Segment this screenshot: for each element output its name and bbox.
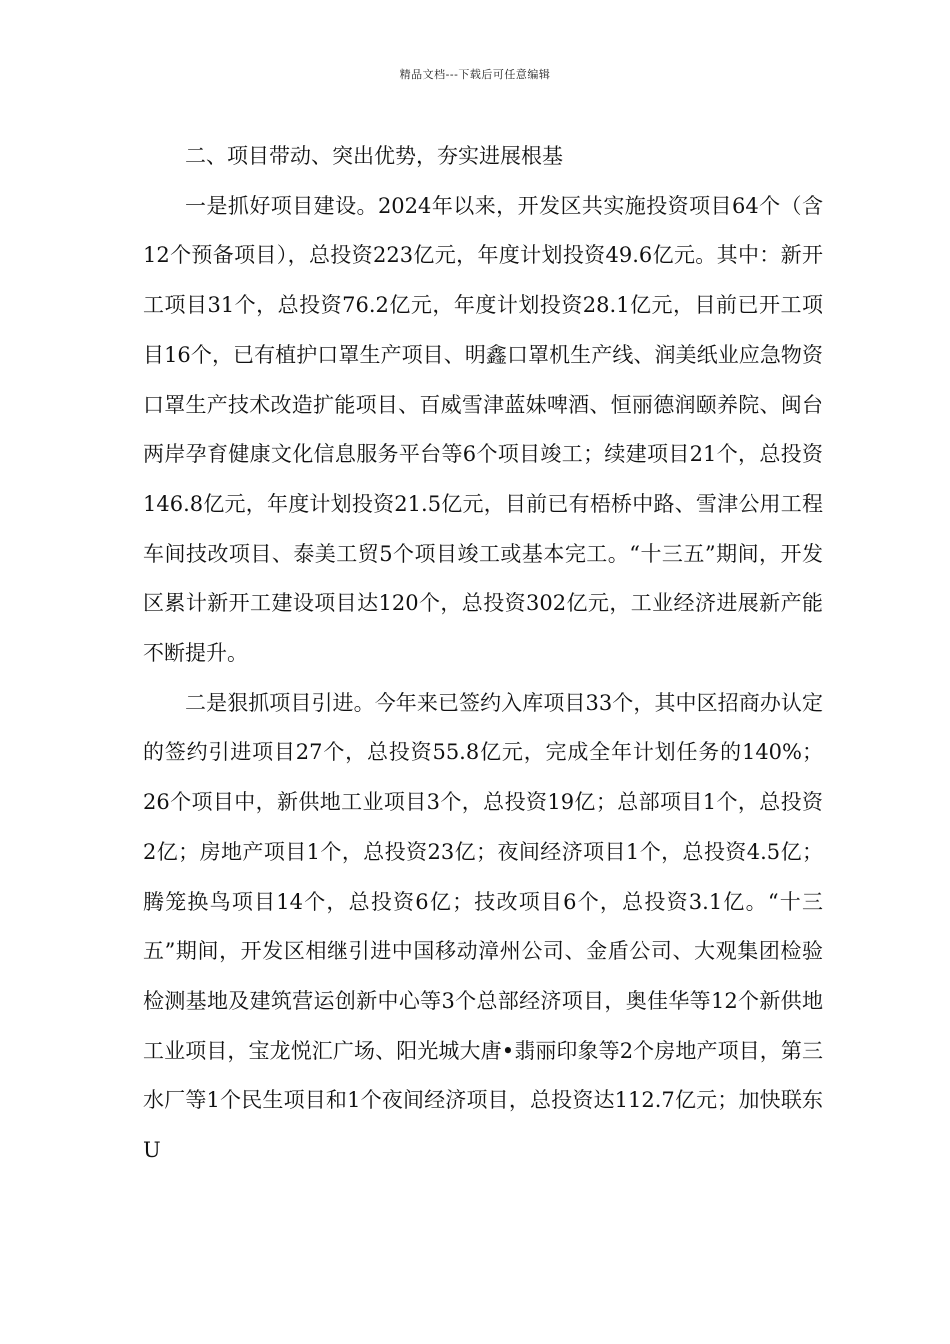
paragraph-project-introduction: 二是狠抓项目引进。今年来已签约入库项目33个，其中区招商办认定的签约引进项目27个，总投资55.8亿元，完成全年计划任务的140%；26个项目中，新供地工业项目3个，总投资19亿；总部项目1个，总投资2亿；房地产项目1个，总投资23亿；夜间经济项目1个，总投资4.5亿；腾笼换鸟项目14个，总投资6亿；技改项目6个，总投资3.1亿。“十三五”期间，开发区相继引进中国移动漳州公司、金盾公司、大观集团检验检测基地及建筑营运创新中心等3个总部经济项目，奥佳华等12个新供地工业项目，宝龙悦汇广场、阳光城大唐•翡丽印象等2个房地产项目，第三水厂等1个民生项目和1个夜间经济项目，总投资达112.7亿元；加快联东U	[143, 690, 823, 1163]
page-header: 精品文档---下载后可任意编辑	[399, 68, 551, 81]
document-body	[143, 132, 823, 1176]
section-heading: 二、项目带动、突出优势，夯实进展根基	[185, 144, 563, 168]
paragraph-project-construction: 一是抓好项目建设。2024年以来，开发区共实施投资项目64个（含12个预备项目），总投资223亿元，年度计划投资49.6亿元。其中：新开工项目31个，总投资76.2亿元，年度计划投资28.1亿元，目前已开工项目16个，已有植护口罩生产项目、明鑫口罩机生产线、润美纸业应急物资口罩生产技术改造扩能项目、百威雪津蓝妹啤酒、恒丽德润颐养院、闽台两岸孕育健康文化信息服务平台等6个项目竣工；续建项目21个，总投资146.8亿元，年度计划投资21.5亿元，目前已有梧桥中路、雪津公用工程车间技改项目、泰美工贸5个项目竣工或基本完工。“十三五”期间，开发区累计新开工建设项目达120个，总投资302亿元，工业经济进展新产能不断提升。	[143, 193, 823, 666]
